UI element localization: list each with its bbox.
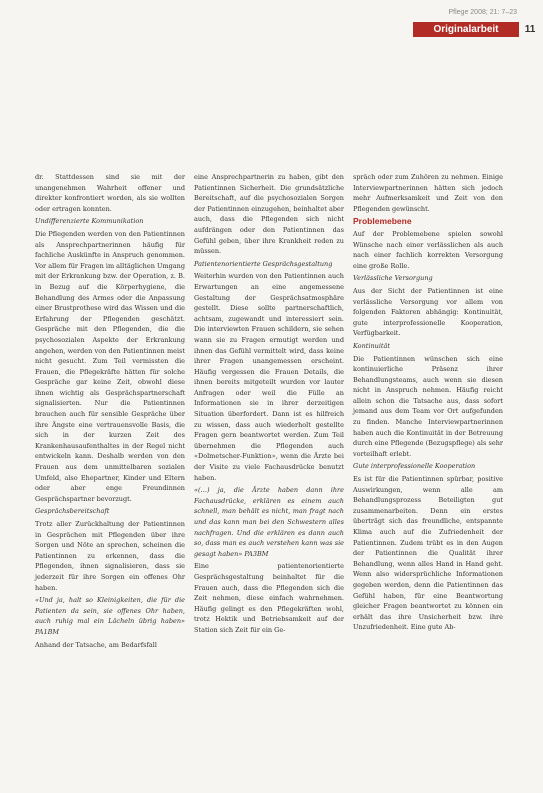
column-right — [353, 172, 503, 633]
section-label — [413, 22, 519, 37]
section-heading: Problemebene — [353, 216, 412, 227]
paragraph: Trotz aller Zurückhaltung der Patientinnen in Gesprächen mit Pflegenden über ihre Sorgen und Nöte an sprechen, scheinen die Patientinnen zu erkennen, dass die Pflegenden, ihnen signalisieren, dass sie jederzeit für ihre Sorgen ein offenes Ohr haben. — [35, 520, 185, 592]
paragraph: Die Patientinnen wünschen sich eine kontinuierliche Präsenz ihrer Behandlungsteams, auch wenn sie diesen nicht in Anspruch nehmen. Häufig reicht allein schon die Tatsache aus, dass sofort jemand aus dem Team vor Ort aufgefunden zu finden. Manche Interviewpartnerinnen haben auch die Kontinuität in der Betreuung durch eine Pflegende (Bezugspflege) als sehr vorteilhaft erlebt. — [353, 354, 503, 458]
subheading: Gesprächsbereitschaft — [35, 507, 110, 516]
section-label-text: Originalarbeit — [433, 24, 499, 35]
paragraph: spräch oder zum Zuhören zu nehmen. Einige Interviewpartnerinnen hätten sich jedoch mehr Aufmerksamkeit und Zeit von den Pflegenden gewünscht. — [353, 173, 503, 213]
interview-quote: «Und ja, halt so Kleinigkeiten, die für die Patienten da sein, sie offenes Ohr haben, auch ruhig mal ein Lächeln übrig haben» PA1BM — [35, 596, 185, 636]
subheading: Kontinuität — [353, 341, 391, 350]
paragraph: Anhand der Tatsache, am Bedarfsfall — [35, 640, 157, 649]
paragraph: Weiterhin wurden von den Patientinnen auch Erwartungen an eine angemessene Gestaltung der Gesprächsatmosphäre gestellt. Diese sollte partnerschaftlich, achtsam, zugewandt und interessiert sein. Die interviewten Frauen schildern, sie sehen wann sie zu Fragen ermutigt werden und ihnen das Gefühl vermittelt wird, dass keine ihrer Fragen unangemessen erscheint. Häufig vergessen die Frauen Details, die ihnen bereits mitgeteilt wurden vor lauter Anfragen oder weil die Fülle an Informationen sie in ihrer derzeitigen Situation überfordert. Dann ist es hilfreich zu wissen, dass auch wiederholt gestellte Fragen gern beantwortet werden. Zum Teil übernehmen die Pflegenden auch «Dolmetscher-Funktion», wenn die Ärzte bei der Visite zu viele Fachausdrücke benutzt haben. — [194, 272, 344, 482]
interview-quote: «(…) ja, die Ärzte haben dann ihre Fachausdrücke, erklären es einem auch schnell, man behält es nicht, man fragt nach und das kann man bei den Schwestern alles nachfragen. Und die erklären es dann auch so, dass man es auch verstehen kann was sie gesagt haben» PA3BM — [194, 486, 344, 558]
paragraph: dr. Stattdessen sind sie mit der unangenehmen Wahrheit offener und direkter konfrontiert worden, als sie wollten oder ertragen konnten. — [35, 173, 185, 213]
paragraph: Die Pflegenden werden von den Patientinnen als Ansprechpartnerinnen häufig für fachliche Auskünfte in Anspruch genommen. Vor allem für Fragen im alltäglichen Umgang mit der Erkrankung bzw. der Operation, z. B. in Bezug auf die Körperhygiene, die Behandlung des Armes oder die Anpassung einer Brustprothese wird das Wissen und die Erfahrung der Pflegenden geschätzt. Gespräche mit den Pflegenden, die die psychosozialen Aspekte der Erkrankung angehen, werden von den Patientinnen meist nicht gesucht. Zum Teil vermissten die Frauen, die Pflegekräfte hätten für solche Gespräche gar keine Zeit, obwohl diese ihnen wichtig als Gesprächspartnerschaft signalisierten. Nur die Patientinnen brauchen auch für sensible Gespräche über ihre Ängste eine vertrauensvolle Basis, die sich in der kurzen Zeit des Krankenhausaufenthaltes in der Regel nicht entwickeln kann. Deshalb werden von den Frauen aus dem unmittelbaren sozialen Umfeld, also Ehepartner, Kinder und Eltern oder aber enge Freundinnen Gesprächspartner bevorzugt. — [35, 229, 185, 503]
subheading: Verlässliche Versorgung — [353, 274, 433, 283]
paragraph: eine Ansprechpartnerin zu haben, gibt den Patientinnen Sicherheit. Die grundsätzliche Bereitschaft, auf die psychosozialen Sorgen der Patientinnen einzugehen, beinhaltet aber auch, dass die Pflegenden sich nicht aufdrängen oder den Patientinnen das Gefühl geben, über ihre Krankheit reden zu müssen. — [194, 173, 344, 256]
subheading: Gute interprofessionelle Kooperation — [353, 462, 476, 471]
journal-citation: Pflege 2008; 21: 7–23 — [448, 9, 517, 16]
column-middle — [194, 172, 344, 636]
paragraph: Auf der Problemebene spielen sowohl Wünsche nach einer verlässlichen als auch nach einer fachlich korrekten Versorgung eine große Rolle. — [353, 229, 503, 270]
paragraph: Aus der Sicht der Patientinnen ist eine verlässliche Versorgung vor allem von folgenden Faktoren abhängig: Kontinuität, gute interprofessionelle Kooperation, Verfügbarkeit. — [353, 286, 503, 338]
paragraph: Eine patientenorientierte Gesprächsgestaltung beinhaltet für die Frauen auch, dass die Pflegenden sich die Zeit nehmen, diese einfach wahrnehmen. Häufig gelingt es den Pflegekräften wohl, trotz Hektik und Betriebsamkeit auf der Station sich Zeit für ein Ge- — [194, 562, 344, 634]
page-number: 11 — [524, 24, 536, 35]
paragraph: Es ist für die Patientinnen spürbar, positive Auswirkungen, wenn alle am Behandlungsprozess Beteiligten gut zusammenarbeiten. Denn ein erstes überträgt sich das freundliche, entspannte Klima auch auf die Zufriedenheit der Patientinnen. Zudem trübt es in den Augen der Patientinnen die Qualität ihrer Behandlung, wenn alles Hand in Hand geht. Wenn also widersprüchliche Informationen gegeben werden, denn die Patientinnen das Gefühl haben, für eine Beantwortung gleicher Fragen beantwortet zu können ein erhält das ihre Unsicherheit bzw. ihre Unzufriedenheit. Eine gute Ab- — [353, 475, 503, 632]
column-left — [35, 172, 185, 650]
subheading: Patientenorientierte Gesprächsgestaltung — [194, 259, 333, 268]
subheading: Undifferenzierte Kommunikation — [35, 217, 144, 226]
